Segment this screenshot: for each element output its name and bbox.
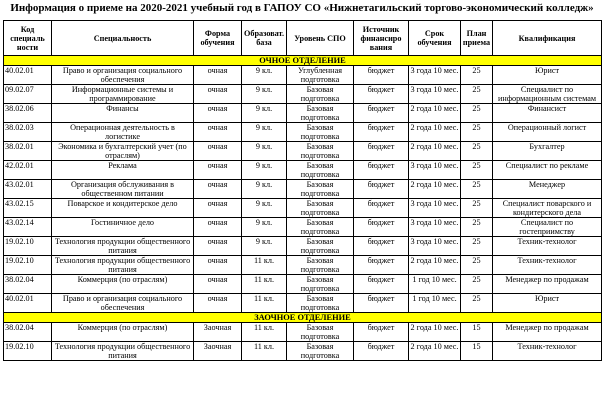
header-form: Форма обучения	[194, 21, 242, 56]
cell-level: Базовая подготовка	[287, 104, 354, 123]
cell-form: очная	[194, 294, 242, 313]
cell-base: 9 кл.	[242, 104, 287, 123]
cell-source: бюджет	[354, 104, 409, 123]
cell-specialty: Организация обслуживания в общественном питании	[52, 180, 194, 199]
cell-plan: 25	[461, 237, 493, 256]
cell-form: очная	[194, 256, 242, 275]
cell-level: Базовая подготовка	[287, 161, 354, 180]
table-row	[4, 294, 602, 313]
cell-form: очная	[194, 66, 242, 85]
cell-base: 9 кл.	[242, 123, 287, 142]
table-row	[4, 180, 602, 199]
cell-code: 38.02.04	[4, 323, 52, 342]
cell-code: 40.02.01	[4, 294, 52, 313]
cell-base: 9 кл.	[242, 237, 287, 256]
cell-term: 1 год 10 мес.	[409, 275, 461, 294]
cell-plan: 25	[461, 123, 493, 142]
cell-qualification: Техник-технолог	[493, 256, 602, 275]
cell-level: Базовая подготовка	[287, 180, 354, 199]
cell-base: 11 кл.	[242, 323, 287, 342]
cell-form: очная	[194, 275, 242, 294]
cell-qualification: Специалист по информационным системам	[493, 85, 602, 104]
cell-term: 2 года 10 мес.	[409, 104, 461, 123]
table-row	[4, 342, 602, 361]
table-row	[4, 323, 602, 342]
cell-code: 38.02.06	[4, 104, 52, 123]
table-row	[4, 66, 602, 85]
cell-specialty: Экономика и бухгалтерский учет (по отраслям)	[52, 142, 194, 161]
cell-form: очная	[194, 142, 242, 161]
cell-specialty: Поварское и кондитерское дело	[52, 199, 194, 218]
cell-level: Базовая подготовка	[287, 218, 354, 237]
cell-qualification: Менеджер	[493, 180, 602, 199]
cell-source: бюджет	[354, 199, 409, 218]
cell-specialty: Информационные системы и программирование	[52, 85, 194, 104]
cell-qualification: Юрист	[493, 66, 602, 85]
cell-plan: 25	[461, 218, 493, 237]
cell-plan: 25	[461, 66, 493, 85]
table-row	[4, 123, 602, 142]
cell-code: 38.02.04	[4, 275, 52, 294]
cell-form: очная	[194, 199, 242, 218]
cell-base: 9 кл.	[242, 142, 287, 161]
cell-code: 09.02.07	[4, 85, 52, 104]
cell-qualification: Юрист	[493, 294, 602, 313]
cell-code: 38.02.03	[4, 123, 52, 142]
cell-source: бюджет	[354, 342, 409, 361]
cell-code: 19.02.10	[4, 237, 52, 256]
cell-level: Базовая подготовка	[287, 237, 354, 256]
cell-source: бюджет	[354, 237, 409, 256]
cell-form: очная	[194, 218, 242, 237]
table-row	[4, 237, 602, 256]
admission-table	[3, 20, 602, 361]
cell-specialty: Право и организация социального обеспечения	[52, 66, 194, 85]
cell-plan: 25	[461, 199, 493, 218]
section-fulltime	[4, 56, 602, 66]
cell-plan: 25	[461, 180, 493, 199]
cell-base: 9 кл.	[242, 85, 287, 104]
cell-base: 11 кл.	[242, 256, 287, 275]
cell-plan: 25	[461, 142, 493, 161]
cell-term: 2 года 10 мес.	[409, 180, 461, 199]
header-plan: План приема	[461, 21, 493, 56]
cell-term: 2 года 10 мес.	[409, 142, 461, 161]
table-row	[4, 218, 602, 237]
cell-qualification: Техник-технолог	[493, 237, 602, 256]
cell-source: бюджет	[354, 256, 409, 275]
cell-qualification: Техник-технолог	[493, 342, 602, 361]
cell-code: 38.02.01	[4, 142, 52, 161]
cell-qualification: Операционный логист	[493, 123, 602, 142]
cell-source: бюджет	[354, 180, 409, 199]
cell-form: очная	[194, 237, 242, 256]
table-row	[4, 104, 602, 123]
cell-base: 9 кл.	[242, 161, 287, 180]
cell-qualification: Менеджер по продажам	[493, 275, 602, 294]
cell-term: 3 года 10 мес.	[409, 237, 461, 256]
cell-level: Базовая подготовка	[287, 294, 354, 313]
cell-specialty: Коммерция (по отраслям)	[52, 275, 194, 294]
cell-code: 40.02.01	[4, 66, 52, 85]
cell-level: Базовая подготовка	[287, 199, 354, 218]
cell-qualification: Специалист по рекламе	[493, 161, 602, 180]
cell-code: 43.02.14	[4, 218, 52, 237]
cell-form: Заочная	[194, 323, 242, 342]
cell-level: Базовая подготовка	[287, 142, 354, 161]
cell-source: бюджет	[354, 85, 409, 104]
cell-form: очная	[194, 85, 242, 104]
cell-qualification: Финансист	[493, 104, 602, 123]
cell-base: 9 кл.	[242, 66, 287, 85]
cell-plan: 25	[461, 104, 493, 123]
header-base: Образоват. база	[242, 21, 287, 56]
cell-source: бюджет	[354, 123, 409, 142]
cell-plan: 25	[461, 256, 493, 275]
cell-plan: 15	[461, 342, 493, 361]
cell-term: 3 года 10 мес.	[409, 218, 461, 237]
section-extramural-label: ЗАОЧНОЕ ОТДЕЛЕНИЕ	[4, 313, 602, 323]
table-row	[4, 256, 602, 275]
cell-plan: 15	[461, 323, 493, 342]
table-row	[4, 142, 602, 161]
section-extramural	[4, 313, 602, 323]
cell-level: Базовая подготовка	[287, 123, 354, 142]
cell-specialty: Коммерция (по отраслям)	[52, 323, 194, 342]
cell-qualification: Бухгалтер	[493, 142, 602, 161]
cell-source: бюджет	[354, 275, 409, 294]
cell-term: 1 год 10 мес.	[409, 294, 461, 313]
cell-base: 11 кл.	[242, 294, 287, 313]
cell-specialty: Право и организация социального обеспечения	[52, 294, 194, 313]
cell-level: Базовая подготовка	[287, 275, 354, 294]
cell-base: 9 кл.	[242, 199, 287, 218]
cell-specialty: Реклама	[52, 161, 194, 180]
cell-base: 11 кл.	[242, 342, 287, 361]
cell-term: 3 года 10 мес.	[409, 85, 461, 104]
table-row	[4, 85, 602, 104]
cell-plan: 25	[461, 85, 493, 104]
cell-term: 2 года 10 мес.	[409, 123, 461, 142]
cell-specialty: Технология продукции общественного питания	[52, 342, 194, 361]
cell-term: 3 года 10 мес.	[409, 199, 461, 218]
cell-source: бюджет	[354, 294, 409, 313]
cell-level: Углубленная подготовка	[287, 66, 354, 85]
header-term: Срок обучения	[409, 21, 461, 56]
cell-plan: 25	[461, 294, 493, 313]
cell-form: очная	[194, 123, 242, 142]
table-row	[4, 275, 602, 294]
cell-plan: 25	[461, 161, 493, 180]
cell-level: Базовая подготовка	[287, 323, 354, 342]
cell-form: очная	[194, 180, 242, 199]
cell-specialty: Технология продукции общественного питания	[52, 237, 194, 256]
cell-source: бюджет	[354, 66, 409, 85]
cell-level: Базовая подготовка	[287, 256, 354, 275]
cell-base: 9 кл.	[242, 218, 287, 237]
cell-level: Базовая подготовка	[287, 85, 354, 104]
cell-base: 9 кл.	[242, 180, 287, 199]
cell-qualification: Менеджер по продажам	[493, 323, 602, 342]
cell-code: 43.02.01	[4, 180, 52, 199]
cell-specialty: Операционная деятельность в логистике	[52, 123, 194, 142]
cell-source: бюджет	[354, 323, 409, 342]
cell-specialty: Гостиничное дело	[52, 218, 194, 237]
cell-term: 3 года 10 мес.	[409, 66, 461, 85]
cell-source: бюджет	[354, 218, 409, 237]
header-level: Уровень СПО	[287, 21, 354, 56]
cell-term: 2 года 10 мес.	[409, 323, 461, 342]
header-specialty: Специальность	[52, 21, 194, 56]
cell-qualification: Специалист по гостеприимству	[493, 218, 602, 237]
cell-specialty: Финансы	[52, 104, 194, 123]
cell-term: 2 года 10 мес.	[409, 256, 461, 275]
cell-term: 2 года 10 мес.	[409, 342, 461, 361]
header-code: Код специаль ности	[4, 21, 52, 56]
cell-form: очная	[194, 104, 242, 123]
header-source: Источник финансиро вания	[354, 21, 409, 56]
header-qualification: Квалификация	[493, 21, 602, 56]
document-title: Информация о приеме на 2020-2021 учебный год в ГАПОУ СО «Нижнетагильский торгово-экономический колледж»	[10, 2, 594, 14]
cell-code: 19.02.10	[4, 256, 52, 275]
table-row	[4, 161, 602, 180]
section-fulltime-label: ОЧНОЕ ОТДЕЛЕНИЕ	[4, 56, 602, 66]
cell-term: 3 года 10 мес.	[409, 161, 461, 180]
cell-qualification: Специалист поварского и кондитерского дела	[493, 199, 602, 218]
cell-base: 11 кл.	[242, 275, 287, 294]
cell-plan: 25	[461, 275, 493, 294]
table-row	[4, 199, 602, 218]
cell-code: 43.02.15	[4, 199, 52, 218]
cell-form: Заочная	[194, 342, 242, 361]
cell-source: бюджет	[354, 142, 409, 161]
cell-code: 19.02.10	[4, 342, 52, 361]
header-row	[4, 21, 602, 56]
cell-level: Базовая подготовка	[287, 342, 354, 361]
cell-specialty: Технология продукции общественного питания	[52, 256, 194, 275]
cell-form: очная	[194, 161, 242, 180]
cell-source: бюджет	[354, 161, 409, 180]
cell-code: 42.02.01	[4, 161, 52, 180]
